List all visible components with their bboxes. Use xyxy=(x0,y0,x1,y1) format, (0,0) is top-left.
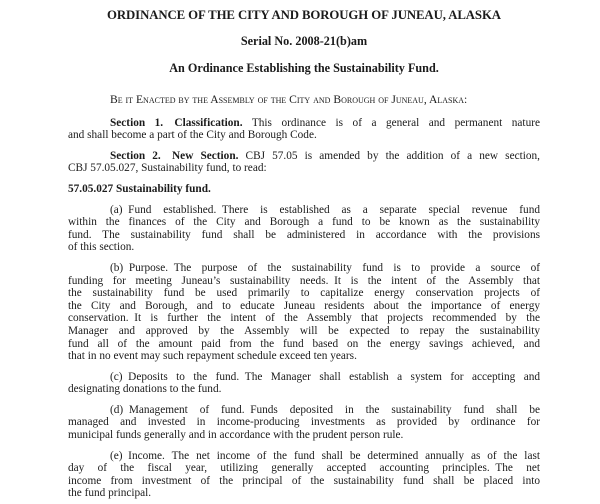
subsection-e-income xyxy=(68,450,540,500)
subsection-b-purpose-line-8: that in no event may such repayment schedule exceed ten years. xyxy=(68,350,357,363)
subsection-c-deposits xyxy=(68,371,540,396)
document-body xyxy=(68,117,540,500)
subsection-e-income-line-4: the fund principal. xyxy=(68,487,152,500)
subsection-d-management xyxy=(68,404,540,442)
subsection-e-income-line-3: income from investment of the principal of the sustainability fund shall be placed into xyxy=(68,474,540,487)
subsection-b-purpose xyxy=(68,262,540,363)
section-2-new-section xyxy=(68,150,540,175)
subsection-d-management-line-2: managed and invested in income-producing investments as provided by ordinance for xyxy=(68,416,540,429)
subsection-a-fund-established xyxy=(68,204,540,254)
section-1-classification xyxy=(68,117,540,142)
section-1-classification-line-2: and shall become a part of the City and Borough Code. xyxy=(68,129,317,142)
subsection-a-fund-established-line-3: fund. The sustainability fund shall be administered in accordance with the provisions xyxy=(68,228,540,241)
subsection-b-purpose-line-5: conservation. It is further the intent of the Assembly that projects recommended by the xyxy=(68,312,540,325)
subsection-e-income-line-1: (e) Income. The net income of the fund shall be determined annually as of the last xyxy=(110,449,540,462)
document-title: ORDINANCE OF THE CITY AND BOROUGH OF JUNEAU, ALASKA xyxy=(107,8,501,22)
subsection-a-fund-established-line-2: within the finances of the City and Borough a fund to be known as the sustainability xyxy=(68,216,540,229)
section-1-classification-line-1: Section 1. Classification. This ordinance is of a general and permanent nature xyxy=(110,116,540,129)
subsection-b-purpose-line-3: the sustainability fund be used primarily to capitalize energy conservation projects of xyxy=(68,287,540,300)
serial-number: Serial No. 2008-21(b)am xyxy=(240,34,368,48)
subsection-d-management-line-3: municipal funds generally and in accordance with the prudent person rule. xyxy=(68,429,404,442)
subsection-b-purpose-line-4: the City and Borough, and to educate Juneau residents about the importance of energy xyxy=(68,299,540,312)
subsection-a-fund-established-line-1: (a) Fund established. There is established as a separate special revenue fund xyxy=(110,203,540,216)
subsection-c-deposits-line-1: (c) Deposits to the fund. The Manager shall establish a system for accepting and xyxy=(110,370,540,383)
subsection-d-management-line-1: (d) Management of fund. Funds deposited in the sustainability fund shall be xyxy=(110,403,540,416)
subsection-b-purpose-line-1: (b) Purpose. The purpose of the sustainability fund is to provide a source of xyxy=(110,261,540,274)
subsection-e-income-line-2: day of the fiscal year, utilizing generally accepted accounting principles. The net xyxy=(68,462,540,475)
code-heading-57-05-027-line-1: 57.05.027 Sustainability fund. xyxy=(68,182,211,195)
section-2-new-section-line-1: Section 2. New Section. CBJ 57.05 is amended by the addition of a new section, xyxy=(110,149,541,162)
enacting-clause: Be it Enacted by the Assembly of the City and Borough of Juneau, Alaska: xyxy=(110,93,468,106)
subsection-b-purpose-line-6: Manager and approved by the Assembly will be expected to repay the sustainability xyxy=(68,324,540,337)
subsection-b-purpose-line-7: fund all of the amount paid from the fund based on the energy savings achieved, and xyxy=(68,337,540,350)
subsection-a-fund-established-line-4: of this section. xyxy=(68,241,135,254)
subsection-c-deposits-line-2: designating donations to the fund. xyxy=(68,383,222,396)
ordinance-subtitle: An Ordinance Establishing the Sustainability Fund. xyxy=(169,61,439,75)
section-2-new-section-line-2: CBJ 57.05.027, Sustainability fund, to read: xyxy=(68,162,267,175)
code-heading-57-05-027 xyxy=(68,183,540,196)
subsection-b-purpose-line-2: funding for meeting Juneau’s sustainability needs. It is the intent of the Assembly that xyxy=(68,274,540,287)
